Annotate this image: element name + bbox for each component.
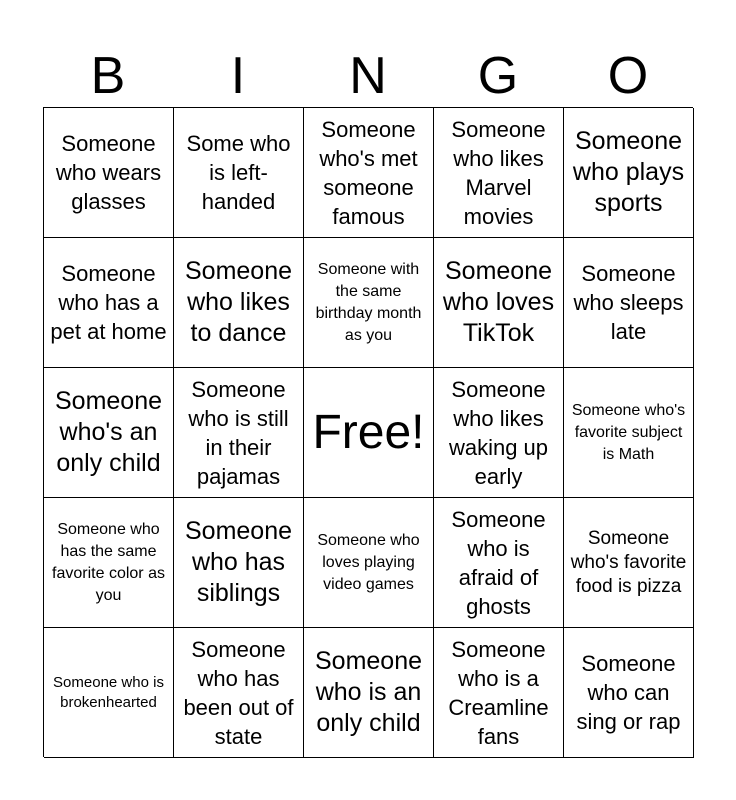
bingo-cell-r2-c1[interactable]	[44, 238, 174, 368]
bingo-cell-r5-c1[interactable]	[44, 628, 174, 758]
bingo-cell-r1-c4[interactable]	[434, 108, 564, 238]
bingo-cell-r4-c4[interactable]	[434, 498, 564, 628]
bingo-cell-r3-c4[interactable]	[434, 368, 564, 498]
cell-text: Someone who can sing or rap	[576, 651, 681, 734]
cell-text: Someone who is a Creamline fans	[448, 636, 549, 749]
cell-text: Someone who's favorite food is pizza	[570, 527, 687, 597]
cell-text: Someone who likes waking up early	[448, 376, 549, 489]
bingo-cell-r4-c2[interactable]	[174, 498, 304, 628]
cell-text: Someone who's met someone famous	[319, 116, 418, 229]
bingo-cell-r2-c4[interactable]	[434, 238, 564, 368]
bingo-cell-r4-c5[interactable]	[564, 498, 694, 628]
cell-text: Someone who likes to dance	[184, 257, 293, 347]
cell-text: Someone who wears glasses	[55, 131, 162, 214]
cell-text: Someone who plays sports	[572, 127, 685, 217]
bingo-board	[43, 107, 693, 757]
bingo-header	[43, 46, 693, 106]
cell-text: Someone who has siblings	[184, 517, 293, 607]
bingo-cell-r1-c1[interactable]	[44, 108, 174, 238]
bingo-cell-r5-c3[interactable]	[304, 628, 434, 758]
bingo-cell-r5-c2[interactable]	[174, 628, 304, 758]
header-letter-i: I	[230, 47, 246, 105]
header-letter-o: O	[607, 47, 649, 105]
cell-text: Someone who is afraid of ghosts	[451, 506, 546, 619]
bingo-cell-r5-c4[interactable]	[434, 628, 564, 758]
cell-text: Someone who is an only child	[314, 647, 423, 737]
cell-text: Someone with the same birthday month as you	[315, 260, 422, 344]
cell-text: Someone who's an only child	[54, 387, 163, 477]
cell-text: Someone who loves TikTok	[442, 257, 555, 347]
cell-text: Someone who has been out of state	[183, 636, 294, 749]
bingo-cell-r4-c1[interactable]	[44, 498, 174, 628]
cell-text: Someone who has a pet at home	[50, 261, 167, 344]
bingo-cell-r1-c5[interactable]	[564, 108, 694, 238]
cell-text: Someone who is still in their pajamas	[188, 376, 289, 489]
cell-text: Someone who sleeps late	[573, 261, 684, 344]
bingo-cell-r2-c2[interactable]	[174, 238, 304, 368]
header-letter-g: G	[477, 47, 519, 105]
bingo-cell-r1-c3[interactable]	[304, 108, 434, 238]
cell-text: Someone who is brokenhearted	[53, 673, 164, 711]
cell-text: Some who is left-handed	[186, 131, 291, 214]
bingo-cell-r4-c3[interactable]	[304, 498, 434, 628]
bingo-cell-r1-c2[interactable]	[174, 108, 304, 238]
bingo-cell-free[interactable]	[304, 368, 434, 498]
bingo-cell-r2-c3[interactable]	[304, 238, 434, 368]
bingo-cell-r3-c1[interactable]	[44, 368, 174, 498]
bingo-cell-r3-c5[interactable]	[564, 368, 694, 498]
bingo-cell-r3-c2[interactable]	[174, 368, 304, 498]
bingo-cell-r5-c5[interactable]	[564, 628, 694, 758]
cell-text: Someone who has the same favorite color as you	[52, 520, 165, 604]
cell-text: Someone who likes Marvel movies	[451, 116, 546, 229]
header-letter-b: B	[90, 47, 126, 105]
free-space-label: Free!	[312, 405, 425, 459]
cell-text: Someone who loves playing video games	[317, 531, 420, 593]
cell-text: Someone who's favorite subject is Math	[571, 401, 686, 463]
header-letter-n: N	[349, 47, 387, 105]
bingo-cell-r2-c5[interactable]	[564, 238, 694, 368]
